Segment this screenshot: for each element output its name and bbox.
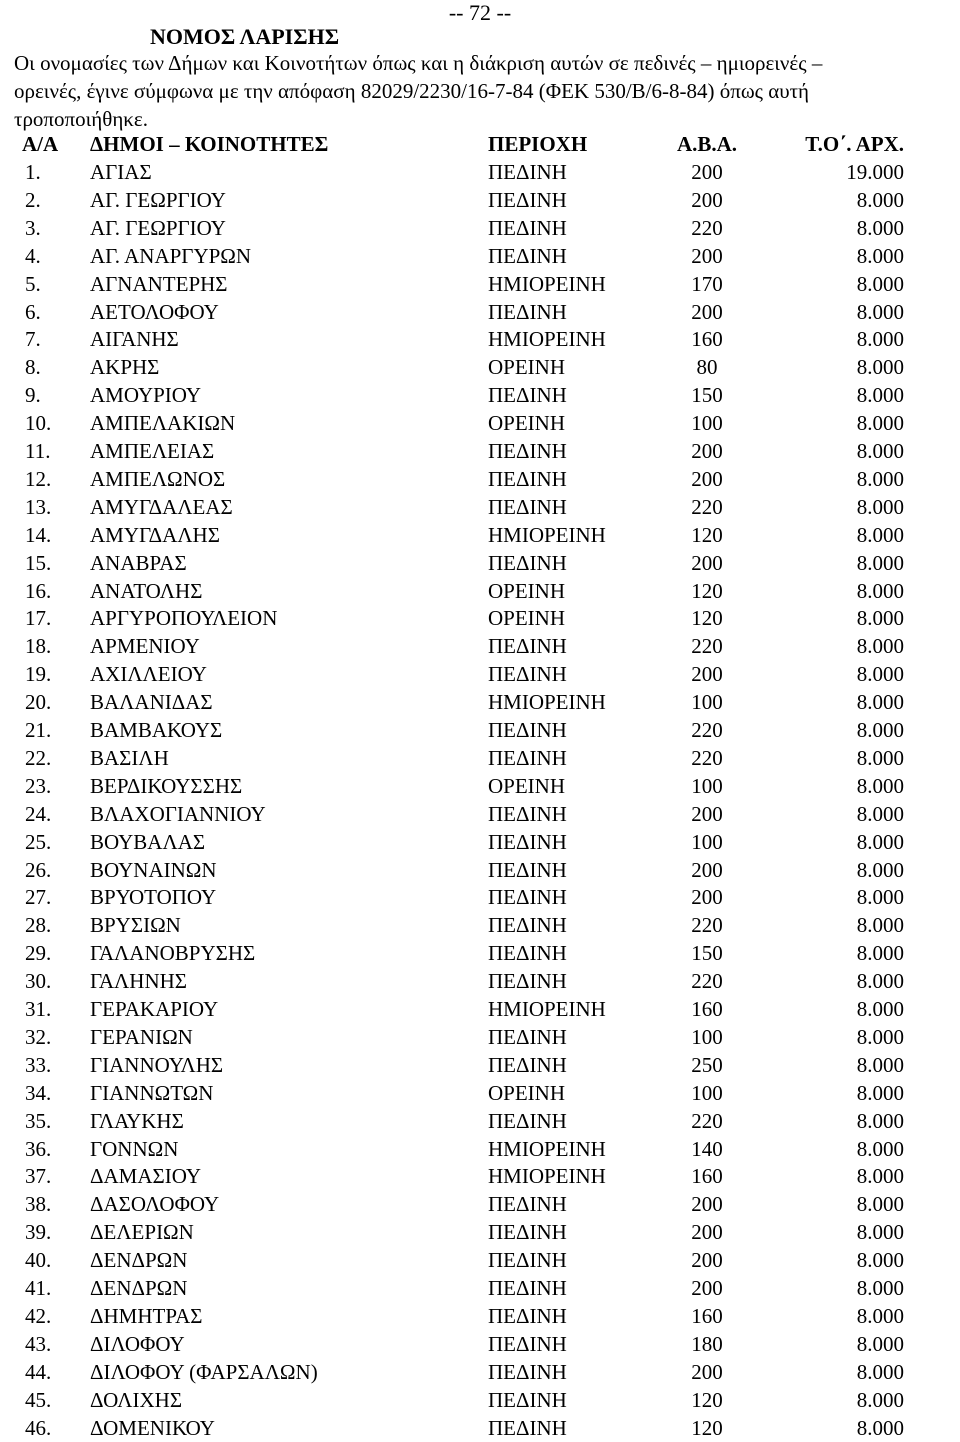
cell-value: 8.000 [856,411,904,436]
cell-no: 42. [25,1303,52,1328]
cell-no: 10. [25,411,52,436]
cell-area: ΠΕΔΙΝΗ [488,1220,567,1245]
cell-value: 8.000 [856,1024,904,1049]
cell-name: ΔΕΝΔΡΩΝ [90,1248,188,1273]
cell-name: ΑΡΓΥΡΟΠΟΥΛΕΙΟΝ [90,606,278,631]
cell-no: 31. [25,997,52,1021]
cell-name: ΑΕΤΟΛΟΦΟΥ [90,299,219,324]
table-row [0,604,960,632]
table-row [0,911,960,939]
cell-value: 19.000 [846,160,904,184]
cell-name: ΑΜΠΕΛΕΙΑΣ [90,439,215,463]
table-row [0,1218,960,1246]
cell-name: ΔΟΜΕΝΙΚΟΥ [90,1415,215,1440]
cell-no: 26. [25,857,52,882]
cell-abp: 100 [691,1024,723,1049]
cell-name: ΑΓ. ΑΝΑΡΓΥΡΩΝ [90,243,252,268]
cell-value: 8.000 [856,1192,904,1217]
cell-area: ΗΜΙΟΡΕΙΝΗ [488,271,606,296]
cell-area: ΟΡΕΙΝΗ [488,355,565,380]
cell-name: ΒΑΜΒΑΚΟΥΣ [90,718,223,742]
cell-name: ΔΕΝΔΡΩΝ [90,1276,188,1300]
cell-name: ΑΝΑΒΡΑΣ [90,550,187,575]
cell-area: ΠΕΔΙΝΗ [488,1248,567,1273]
cell-value: 8.000 [856,187,904,212]
cell-abp: 160 [691,1164,723,1189]
cell-area: ΠΕΔΙΝΗ [488,299,567,324]
cell-no: 15. [25,550,52,575]
cell-no: 30. [25,969,52,994]
cell-no: 12. [25,466,52,491]
cell-name: ΑΓΝΑΝΤΕΡΗΣ [90,271,228,296]
cell-name: ΒΡΥΟΤΟΠΟΥ [90,885,217,910]
cell-value: 8.000 [856,299,904,324]
cell-name: ΑΓ. ΓΕΩΡΓΙΟΥ [90,215,226,240]
cell-no: 2. [25,187,41,212]
cell-value: 8.000 [856,913,904,938]
cell-area: ΗΜΙΟΡΕΙΝΗ [488,327,606,352]
cell-name: ΑΜΠΕΛΩΝΟΣ [90,466,226,491]
table-row [0,1386,960,1414]
cell-abp: 120 [691,1415,723,1440]
cell-value: 8.000 [856,1359,904,1384]
table-row [0,660,960,688]
cell-area: ΠΕΔΙΝΗ [488,187,567,212]
cell-name: ΔΕΛΕΡΙΩΝ [90,1220,194,1245]
table-row [0,1162,960,1190]
cell-no: 34. [25,1080,52,1105]
table-row [0,242,960,270]
cell-no: 28. [25,913,52,938]
cell-area: ΠΕΔΙΝΗ [488,494,567,519]
table-row [0,1414,960,1442]
cell-name: ΒΕΡΔΙΚΟΥΣΣΗΣ [90,773,243,798]
table-row [0,828,960,856]
cell-abp: 200 [691,1248,723,1273]
cell-value: 8.000 [856,1080,904,1105]
cell-area: ΟΡΕΙΝΗ [488,1080,565,1105]
cell-name: ΒΑΛΑΝΙΔΑΣ [90,690,213,715]
table-row [0,1358,960,1386]
cell-name: ΑΡΜΕΝΙΟΥ [90,634,200,659]
cell-abp: 250 [691,1052,723,1077]
cell-value: 8.000 [856,494,904,519]
cell-abp: 200 [691,1192,723,1217]
cell-name: ΒΟΥΝΑΙΝΩΝ [90,857,217,882]
cell-abp: 220 [691,718,723,742]
table-row [0,437,960,465]
cell-name: ΑΜΠΕΛΑΚΙΩΝ [90,411,236,436]
cell-abp: 220 [691,745,723,770]
cell-area: ΠΕΔΙΝΗ [488,1192,567,1217]
cell-no: 38. [25,1192,52,1217]
cell-value: 8.000 [856,550,904,575]
cell-value: 8.000 [856,662,904,687]
table-row [0,772,960,800]
cell-area: ΠΕΔΙΝΗ [488,1387,567,1412]
cell-value: 8.000 [856,941,904,966]
cell-value: 8.000 [856,1052,904,1077]
cell-abp: 160 [691,1303,723,1328]
cell-name: ΑΓΙΑΣ [90,160,152,184]
cell-area: ΠΕΔΙΝΗ [488,745,567,770]
cell-value: 8.000 [856,1415,904,1440]
table-row [0,1246,960,1274]
cell-no: 40. [25,1248,52,1273]
cell-area: ΠΕΔΙΝΗ [488,1276,567,1300]
table-row [0,214,960,242]
cell-value: 8.000 [856,1164,904,1189]
cell-abp: 100 [691,1080,723,1105]
cell-name: ΑΝΑΤΟΛΗΣ [90,578,203,603]
cell-value: 8.000 [856,745,904,770]
cell-no: 43. [25,1331,52,1356]
cell-no: 3. [25,215,41,240]
cell-area: ΠΕΔΙΝΗ [488,466,567,491]
cell-no: 39. [25,1220,52,1245]
cell-value: 8.000 [856,857,904,882]
cell-name: ΓΑΛΗΝΗΣ [90,969,188,994]
cell-abp: 220 [691,634,723,659]
cell-abp: 120 [691,522,723,547]
cell-area: ΠΕΔΙΝΗ [488,634,567,659]
cell-name: ΒΡΥΣΙΩΝ [90,913,181,938]
cell-value: 8.000 [856,1276,904,1300]
header-no: Α/Α [22,132,59,156]
header-name: ΔΗΜΟΙ – ΚΟΙΝΟΤΗΤΕΣ [90,132,329,156]
cell-no: 17. [25,606,52,631]
cell-value: 8.000 [856,578,904,603]
cell-area: ΠΕΔΙΝΗ [488,1024,567,1049]
table-row [0,716,960,744]
intro-paragraph [14,49,944,133]
table-row [0,967,960,995]
cell-abp: 200 [691,1276,723,1300]
cell-no: 45. [25,1387,52,1412]
cell-name: ΓΕΡΑΚΑΡΙΟΥ [90,997,219,1021]
cell-no: 23. [25,773,52,798]
cell-no: 18. [25,634,52,659]
cell-name: ΑΚΡΗΣ [90,355,160,380]
cell-abp: 200 [691,885,723,910]
cell-value: 8.000 [856,997,904,1021]
cell-no: 7. [25,327,41,352]
cell-no: 16. [25,578,52,603]
cell-name: ΓΑΛΑΝΟΒΡΥΣΗΣ [90,941,256,966]
cell-value: 8.000 [856,327,904,352]
cell-abp: 220 [691,913,723,938]
cell-abp: 220 [691,494,723,519]
cell-abp: 120 [691,1387,723,1412]
table-row [0,1051,960,1079]
cell-value: 8.000 [856,1387,904,1412]
cell-name: ΔΑΣΟΛΟΦΟΥ [90,1192,220,1217]
cell-value: 8.000 [856,1303,904,1328]
header-value: Τ.Ο΄. ΑΡΧ. [805,132,904,156]
table-row [0,1190,960,1218]
cell-name: ΔΙΛΟΦΟΥ (ΦΑΡΣΑΛΩΝ) [90,1359,318,1384]
cell-area: ΗΜΙΟΡΕΙΝΗ [488,690,606,715]
table-row [0,465,960,493]
cell-area: ΠΕΔΙΝΗ [488,383,567,408]
cell-name: ΔΟΛΙΧΗΣ [90,1387,183,1412]
cell-name: ΓΛΑΥΚΗΣ [90,1108,184,1133]
cell-value: 8.000 [856,522,904,547]
cell-name: ΑΜΥΓΔΑΛΗΣ [90,522,220,547]
page-number: -- 72 -- [448,0,512,25]
table-row [0,298,960,326]
cell-abp: 160 [691,997,723,1021]
cell-abp: 100 [691,690,723,715]
table-row [0,549,960,577]
cell-abp: 220 [691,969,723,994]
cell-area: ΠΕΔΙΝΗ [488,243,567,268]
table-row [0,521,960,549]
cell-no: 21. [25,718,52,742]
cell-no: 32. [25,1024,52,1049]
cell-value: 8.000 [856,243,904,268]
table-row [0,744,960,772]
table-row [0,270,960,298]
cell-no: 29. [25,941,52,966]
cell-area: ΠΕΔΙΝΗ [488,439,567,463]
cell-abp: 120 [691,578,723,603]
cell-abp: 200 [691,662,723,687]
table-row [0,325,960,353]
cell-area: ΠΕΔΙΝΗ [488,857,567,882]
cell-area: ΗΜΙΟΡΕΙΝΗ [488,997,606,1021]
cell-value: 8.000 [856,690,904,715]
cell-abp: 100 [691,411,723,436]
table-header [0,130,960,158]
cell-name: ΑΙΓΑΝΗΣ [90,327,179,352]
cell-name: ΑΜΥΓΔΑΛΕΑΣ [90,494,233,519]
cell-area: ΠΕΔΙΝΗ [488,662,567,687]
cell-value: 8.000 [856,885,904,910]
cell-no: 27. [25,885,52,910]
cell-abp: 220 [691,215,723,240]
cell-name: ΑΜΟΥΡΙΟΥ [90,383,202,408]
cell-abp: 220 [691,1108,723,1133]
cell-area: ΟΡΕΙΝΗ [488,411,565,436]
cell-value: 8.000 [856,1248,904,1273]
cell-name: ΔΑΜΑΣΙΟΥ [90,1164,202,1189]
cell-area: ΠΕΔΙΝΗ [488,215,567,240]
cell-area: ΠΕΔΙΝΗ [488,1108,567,1133]
cell-abp: 100 [691,773,723,798]
cell-name: ΓΙΑΝΝΟΥΛΗΣ [90,1052,224,1077]
cell-abp: 120 [691,606,723,631]
table-row [0,1135,960,1163]
cell-area: ΟΡΕΙΝΗ [488,578,565,603]
cell-abp: 150 [691,941,723,966]
table-row [0,1023,960,1051]
cell-area: ΠΕΔΙΝΗ [488,718,567,742]
cell-abp: 200 [691,160,723,184]
cell-no: 35. [25,1108,52,1133]
table-row [0,186,960,214]
cell-name: ΑΓ. ΓΕΩΡΓΙΟΥ [90,187,226,212]
cell-abp: 200 [691,801,723,826]
cell-value: 8.000 [856,829,904,854]
cell-area: ΠΕΔΙΝΗ [488,1415,567,1440]
cell-value: 8.000 [856,773,904,798]
table-row [0,800,960,828]
table-row [0,1330,960,1358]
cell-name: ΑΧΙΛΛΕΙΟΥ [90,662,207,687]
cell-name: ΒΛΑΧΟΓΙΑΝΝΙΟΥ [90,801,266,826]
cell-area: ΠΕΔΙΝΗ [488,829,567,854]
cell-area: ΠΕΔΙΝΗ [488,969,567,994]
cell-value: 8.000 [856,1331,904,1356]
cell-abp: 170 [691,271,723,296]
cell-name: ΓΟΝΝΩΝ [90,1136,179,1161]
cell-no: 36. [25,1136,52,1161]
cell-no: 20. [25,690,52,715]
cell-no: 13. [25,494,52,519]
cell-area: ΗΜΙΟΡΕΙΝΗ [488,522,606,547]
cell-abp: 80 [696,355,718,380]
cell-abp: 160 [691,327,723,352]
cell-abp: 180 [691,1331,723,1356]
cell-value: 8.000 [856,801,904,826]
table-row [0,577,960,605]
cell-no: 33. [25,1052,52,1077]
cell-area: ΠΕΔΙΝΗ [488,1052,567,1077]
cell-value: 8.000 [856,969,904,994]
cell-abp: 100 [691,829,723,854]
cell-area: ΠΕΔΙΝΗ [488,1331,567,1356]
table-row [0,381,960,409]
cell-no: 22. [25,745,52,770]
cell-abp: 200 [691,187,723,212]
cell-name: ΔΙΛΟΦΟΥ [90,1331,185,1356]
cell-no: 46. [25,1415,52,1440]
cell-abp: 200 [691,1359,723,1384]
cell-name: ΒΟΥΒΑΛΑΣ [90,829,206,854]
cell-no: 37. [25,1164,52,1189]
intro-line: Οι ονομασίες των Δήμων και Κοινοτήτων όπως και η διάκριση αυτών σε πεδινές – ημιορεινές – [14,51,823,75]
table-row [0,995,960,1023]
cell-abp: 200 [691,466,723,491]
cell-no: 11. [25,439,51,463]
table-row [0,883,960,911]
cell-area: ΠΕΔΙΝΗ [488,941,567,966]
table-row [0,939,960,967]
cell-name: ΓΕΡΑΝΙΩΝ [90,1024,193,1049]
header-area: ΠΕΡΙΟΧΗ [488,132,588,156]
cell-no: 25. [25,829,52,854]
cell-no: 14. [25,522,52,547]
cell-value: 8.000 [856,271,904,296]
table-row [0,1107,960,1135]
cell-name: ΓΙΑΝΝΩΤΩΝ [90,1080,214,1105]
cell-value: 8.000 [856,466,904,491]
cell-name: ΔΗΜΗΤΡΑΣ [90,1303,203,1328]
cell-no: 6. [25,299,41,324]
cell-value: 8.000 [856,383,904,408]
cell-value: 8.000 [856,215,904,240]
table-row [0,1079,960,1107]
cell-abp: 150 [691,383,723,408]
cell-area: ΗΜΙΟΡΕΙΝΗ [488,1136,606,1161]
cell-area: ΗΜΙΟΡΕΙΝΗ [488,1164,606,1189]
cell-area: ΠΕΔΙΝΗ [488,885,567,910]
intro-line: ορεινές, έγινε σύμφωνα με την απόφαση 82029/2230/16-7-84 (ΦΕΚ 530/Β/6-8-84) όπως αυτή [14,79,810,103]
cell-value: 8.000 [856,718,904,742]
cell-abp: 200 [691,243,723,268]
cell-area: ΟΡΕΙΝΗ [488,773,565,798]
table-row [0,409,960,437]
cell-value: 8.000 [856,1108,904,1133]
cell-area: ΠΕΔΙΝΗ [488,913,567,938]
cell-area: ΟΡΕΙΝΗ [488,606,565,631]
intro-line: τροποποιήθηκε. [14,107,148,131]
cell-no: 4. [25,243,41,268]
cell-value: 8.000 [856,439,904,463]
cell-abp: 200 [691,857,723,882]
cell-area: ΠΕΔΙΝΗ [488,160,567,184]
cell-no: 8. [25,355,41,380]
cell-value: 8.000 [856,1136,904,1161]
cell-no: 24. [25,801,52,826]
cell-value: 8.000 [856,606,904,631]
table-row [0,688,960,716]
cell-no: 9. [25,383,41,408]
table-row [0,158,960,186]
cell-abp: 200 [691,1220,723,1245]
cell-abp: 200 [691,299,723,324]
cell-value: 8.000 [856,355,904,380]
table-row [0,1274,960,1302]
cell-value: 8.000 [856,1220,904,1245]
cell-no: 19. [25,662,52,687]
cell-area: ΠΕΔΙΝΗ [488,1359,567,1384]
cell-no: 1. [25,160,41,184]
cell-name: ΒΑΣΙΛΗ [90,745,169,770]
cell-abp: 200 [691,439,723,463]
table-row [0,353,960,381]
cell-no: 41. [25,1276,52,1300]
table-row [0,856,960,884]
cell-abp: 200 [691,550,723,575]
header-abp: Α.Β.Α. [676,132,738,156]
document-heading: ΝΟΜΟΣ ΛΑΡΙΣΗΣ [150,24,340,49]
table-row [0,493,960,521]
cell-value: 8.000 [856,634,904,659]
table-row [0,1302,960,1330]
cell-area: ΠΕΔΙΝΗ [488,550,567,575]
cell-no: 44. [25,1359,52,1384]
cell-area: ΠΕΔΙΝΗ [488,1303,567,1328]
cell-abp: 140 [691,1136,723,1161]
cell-no: 5. [25,271,41,296]
table-row [0,632,960,660]
cell-area: ΠΕΔΙΝΗ [488,801,567,826]
